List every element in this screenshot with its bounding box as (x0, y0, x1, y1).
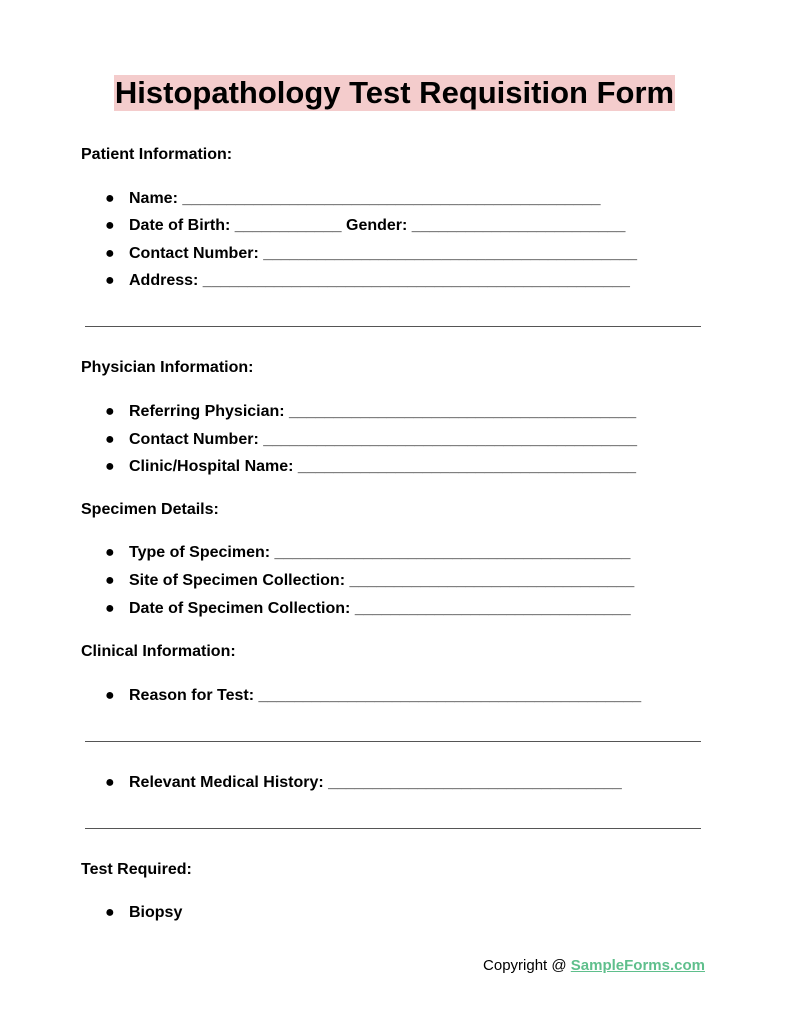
copyright-text: Copyright @ (483, 957, 571, 974)
field-label: Address: ________________________________________________ (129, 272, 630, 289)
title-wrap (0, 75, 789, 111)
reason-line[interactable] (85, 741, 701, 742)
physician-heading: Physician Information: (81, 359, 254, 376)
bullet-icon: ● (105, 403, 115, 420)
field-label: Reason for Test: ___________________________________________ (129, 687, 642, 704)
bullet-icon: ● (105, 190, 115, 207)
field-label: Contact Number: __________________________________________ (129, 431, 637, 448)
test-heading: Test Required: (81, 861, 192, 878)
field-label: Date of Birth: ____________ Gender: ________________________ (129, 217, 626, 234)
bullet-icon: ● (105, 600, 115, 617)
bullet-icon: ● (105, 272, 115, 289)
field-label: Date of Specimen Collection: _______________________________ (129, 600, 631, 617)
bullet-icon: ● (105, 217, 115, 234)
field-label: Site of Specimen Collection: ________________________________ (129, 572, 635, 589)
field-label: Relevant Medical History: _________________________________ (129, 774, 622, 791)
field-label: Referring Physician: _______________________________________ (129, 403, 637, 420)
specimen-heading: Specimen Details: (81, 501, 219, 518)
patient-heading: Patient Information: (81, 146, 233, 163)
history-line[interactable] (85, 828, 701, 829)
bullet-icon: ● (105, 572, 115, 589)
bullet-icon: ● (105, 904, 115, 921)
brand-link[interactable]: SampleForms.com (570, 957, 705, 974)
field-label: Name: _______________________________________________ (129, 190, 601, 207)
field-label: Type of Specimen: ________________________________________ (129, 544, 631, 561)
bullet-icon: ● (105, 245, 115, 262)
bullet-icon: ● (105, 431, 115, 448)
bullet-icon: ● (105, 774, 115, 791)
bullet-icon: ● (105, 544, 115, 561)
field-label: Clinic/Hospital Name: ______________________________________ (129, 458, 637, 475)
footer-copyright (483, 957, 705, 975)
page-title: Histopathology Test Requisition Form (114, 75, 675, 110)
bullet-icon: ● (105, 687, 115, 704)
clinical-heading: Clinical Information: (81, 643, 236, 660)
bullet-icon: ● (105, 458, 115, 475)
field-label: Contact Number: __________________________________________ (129, 245, 637, 262)
address-line[interactable] (85, 326, 701, 327)
option-label: Biopsy (129, 904, 183, 921)
